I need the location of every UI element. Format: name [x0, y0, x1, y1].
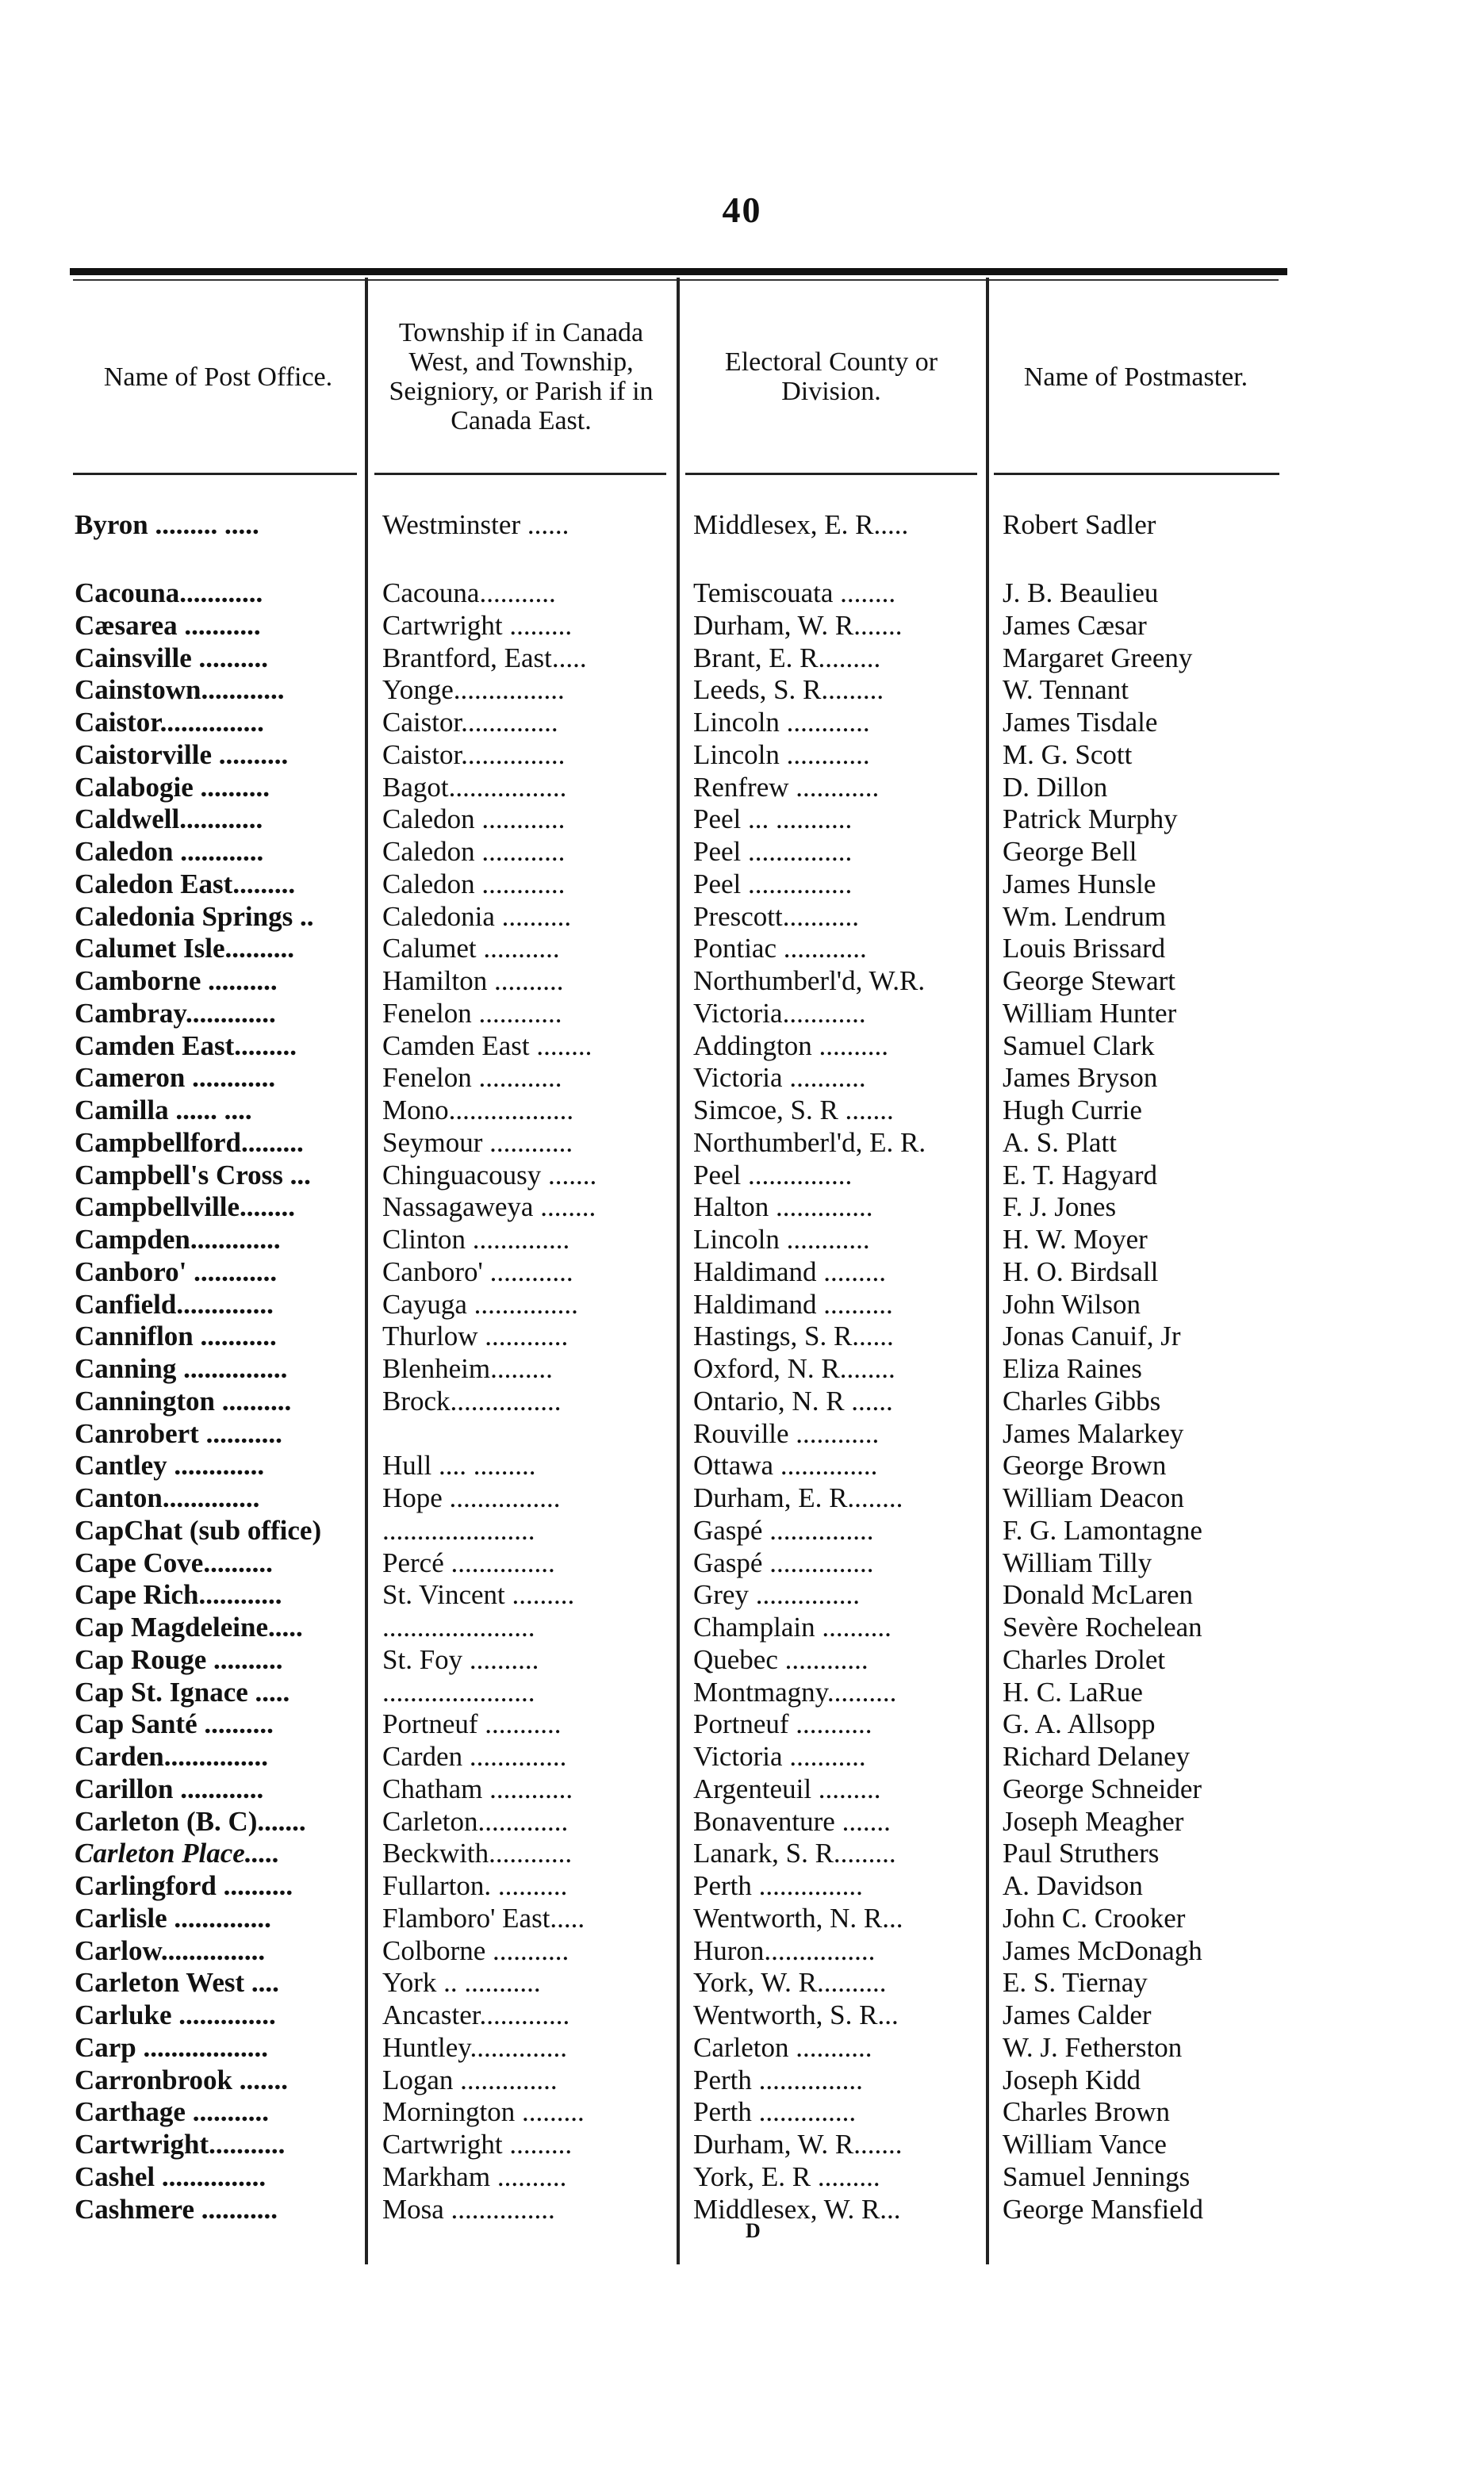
electoral-county: Northumberl'd, E. R.	[693, 1126, 926, 1158]
electoral-county: Durham, W. R.......	[693, 609, 903, 641]
electoral-county: Portneuf ...........	[693, 1708, 872, 1740]
table-row	[0, 1191, 1484, 1223]
electoral-county: Bonaventure .......	[693, 1805, 891, 1837]
electoral-county: Lincoln ............	[693, 707, 870, 738]
table-row	[0, 1708, 1484, 1740]
page-number: 40	[722, 190, 762, 230]
township-name: Bagot.................	[382, 771, 567, 803]
table-row	[0, 2065, 1484, 2096]
electoral-county: Perth ...............	[693, 2064, 863, 2095]
postmaster-name: James Malarkey	[1003, 1417, 1184, 1449]
post-office-name: Carlingford ..........	[75, 1870, 293, 1901]
post-office-name: Cantley .............	[75, 1450, 265, 1482]
township-name: Fullarton. ..........	[382, 1870, 568, 1901]
township-name: York .. ...........	[382, 1967, 541, 1999]
township-name: ......................	[382, 1612, 535, 1643]
header-rule	[994, 473, 1279, 475]
township-name: Fenelon ............	[382, 1062, 562, 1094]
electoral-county: Lincoln ............	[693, 738, 870, 770]
electoral-county: Wentworth, S. R...	[693, 1999, 899, 2030]
township-name: Cayuga ...............	[382, 1288, 578, 1320]
township-name: Mosa ...............	[382, 2193, 555, 2225]
electoral-county: Haldimand ..........	[693, 1288, 893, 1320]
postmaster-name: W. J. Fetherston	[1003, 2031, 1183, 2063]
township-name: Camden East ........	[382, 1029, 592, 1061]
postmaster-name: Louis Brissard	[1003, 933, 1166, 964]
post-office-name: Carthage ...........	[75, 2096, 269, 2128]
post-office-name: Carleton (B. C).......	[75, 1805, 306, 1837]
post-office-name: Cape Rich............	[75, 1579, 282, 1611]
table-row	[0, 1612, 1484, 1643]
electoral-county: Northumberl'd, W.R.	[693, 965, 926, 996]
post-office-name: CapChat (sub office)	[75, 1514, 322, 1546]
electoral-county: Peel ...............	[693, 868, 853, 899]
postmaster-name: A. S. Platt	[1003, 1126, 1117, 1158]
table-row	[0, 1224, 1484, 1256]
post-office-name: Camborne ..........	[75, 965, 278, 996]
postmaster-name: Samuel Clark	[1003, 1029, 1155, 1061]
electoral-county: York, W. R..........	[693, 1967, 887, 1999]
post-office-name: Cap Santé ..........	[75, 1708, 274, 1740]
township-name: Logan ..............	[382, 2064, 558, 2095]
table-row	[0, 1935, 1484, 1967]
table-row	[0, 2096, 1484, 2128]
township-name: Fenelon ............	[382, 997, 562, 1029]
post-office-name: Carden...............	[75, 1741, 269, 1772]
postmaster-name: Sevère Rochelean	[1003, 1612, 1202, 1643]
header-county	[680, 289, 983, 464]
table-row	[0, 803, 1484, 835]
post-office-name: Cap Rouge ..........	[75, 1643, 283, 1675]
electoral-county: Simcoe, S. R .......	[693, 1095, 894, 1125]
table-row	[0, 1127, 1484, 1159]
table-row	[0, 998, 1484, 1029]
post-office-name: Canboro' ............	[75, 1256, 278, 1287]
electoral-county: Gaspé ...............	[693, 1514, 874, 1546]
table-row	[0, 933, 1484, 964]
postmaster-name: George Schneider	[1003, 1773, 1202, 1804]
postmaster-name: Richard Delaney	[1003, 1741, 1191, 1772]
table-row	[0, 1999, 1484, 2031]
postmaster-name: James Hunsle	[1003, 868, 1156, 899]
post-office-name: Cartwright...........	[75, 2129, 286, 2160]
postmaster-name: D. Dillon	[1003, 771, 1108, 803]
post-office-name: Cape Cove..........	[75, 1547, 273, 1578]
postmaster-name: Charles Gibbs	[1003, 1385, 1161, 1417]
postmaster-name: Robert Sadler	[1003, 509, 1156, 540]
township-name: Colborne ...........	[382, 1934, 569, 1966]
postmaster-name: Wm. Lendrum	[1003, 900, 1167, 932]
table-row	[0, 2161, 1484, 2193]
table-row	[0, 1579, 1484, 1611]
table-row	[0, 610, 1484, 642]
table-row	[0, 1418, 1484, 1450]
postmaster-name: Joseph Meagher	[1003, 1805, 1184, 1837]
post-office-name: Caledon ............	[75, 836, 264, 867]
township-name: Caledon ............	[382, 836, 566, 867]
post-office-name: Canfield..............	[75, 1288, 274, 1320]
table-row	[0, 1870, 1484, 1902]
postmaster-name: A. Davidson	[1003, 1870, 1143, 1901]
post-office-name: Camilla ...... ....	[75, 1095, 252, 1125]
township-name: Thurlow ............	[382, 1321, 569, 1352]
township-name: ......................	[382, 1676, 535, 1708]
table-row	[0, 1160, 1484, 1191]
township-name: Percé ...............	[382, 1547, 555, 1578]
post-office-name: Canrobert ...........	[75, 1417, 282, 1449]
table-row	[0, 965, 1484, 997]
electoral-county: Victoria ...........	[693, 1062, 866, 1094]
township-name: Canboro' ............	[382, 1256, 573, 1287]
postmaster-name: G. A. Allsopp	[1003, 1708, 1156, 1740]
electoral-county: Temiscouata ........	[693, 577, 896, 608]
postmaster-name: James McDonagh	[1003, 1934, 1202, 1966]
postmaster-name: John C. Crooker	[1003, 1902, 1186, 1934]
table-row	[0, 1095, 1484, 1126]
post-office-name: Carronbrook .......	[75, 2064, 289, 2095]
electoral-county: Wentworth, N. R...	[693, 1902, 903, 1934]
signature-mark: D	[746, 2219, 761, 2242]
post-office-name: Cannington ..........	[75, 1385, 292, 1417]
post-office-name: Carlisle ..............	[75, 1902, 271, 1934]
electoral-county: York, E. R .........	[693, 2160, 880, 2192]
postmaster-name: William Hunter	[1003, 997, 1177, 1029]
electoral-county: Huron................	[693, 1934, 876, 1966]
post-office-name: Cap Magdeleine.....	[75, 1612, 303, 1643]
post-office-name: Byron ......... .....	[75, 509, 259, 540]
electoral-county: Durham, E. R........	[693, 1482, 903, 1513]
postmaster-name: H. O. Birdsall	[1003, 1256, 1159, 1287]
table-row	[0, 1515, 1484, 1547]
post-office-name: Cainstown............	[75, 674, 285, 706]
postmaster-name: Samuel Jennings	[1003, 2160, 1191, 2192]
post-office-name: Caldwell............	[75, 803, 263, 835]
table-row	[0, 1256, 1484, 1288]
header-rule	[685, 473, 977, 475]
township-name: St. Foy ..........	[382, 1643, 539, 1675]
electoral-county: Quebec ............	[693, 1643, 869, 1675]
postmaster-name: M. G. Scott	[1003, 738, 1133, 770]
post-office-name: Caistorville ..........	[75, 738, 289, 770]
header-postmaster-text: Name of Postmaster.	[1023, 362, 1248, 392]
post-office-name: Cashel ...............	[75, 2160, 267, 2192]
postmaster-name: Paul Struthers	[1003, 1838, 1160, 1869]
township-name: Beckwith............	[382, 1838, 573, 1869]
header-postmaster	[989, 289, 1283, 464]
township-name: Ancaster.............	[382, 1999, 570, 2030]
township-name: Flamboro' East.....	[382, 1902, 585, 1934]
header-rule	[374, 473, 666, 475]
header-township	[368, 289, 674, 464]
electoral-county: Middlesex, E. R.....	[693, 509, 909, 540]
postmaster-name: John Wilson	[1003, 1288, 1141, 1320]
electoral-county: Lincoln ............	[693, 1224, 870, 1255]
table-row	[0, 1806, 1484, 1838]
post-office-name: Campbellville........	[75, 1191, 296, 1223]
post-office-name: Cambray.............	[75, 997, 276, 1029]
postmaster-name: Hugh Currie	[1003, 1095, 1142, 1125]
post-office-name: Carleton Place.....	[75, 1838, 280, 1869]
table-row	[0, 577, 1484, 609]
table-row	[0, 1353, 1484, 1385]
township-name: Yonge................	[382, 674, 565, 706]
post-office-name: Canniflon ...........	[75, 1321, 277, 1352]
postmaster-name: H. W. Moyer	[1003, 1224, 1148, 1255]
table-row	[0, 1321, 1484, 1352]
top-rule	[70, 268, 1287, 275]
header-rule	[73, 473, 357, 475]
post-office-name: Cæsarea ...........	[75, 609, 261, 641]
table-row	[0, 1289, 1484, 1321]
postmaster-name: H. C. LaRue	[1003, 1676, 1143, 1708]
postmaster-name: J. B. Beaulieu	[1003, 577, 1159, 608]
table-row	[0, 1773, 1484, 1805]
table-row	[0, 836, 1484, 868]
electoral-county: Haldimand .........	[693, 1256, 887, 1287]
township-name: Cartwright .........	[382, 2129, 573, 2160]
post-office-name: Campden.............	[75, 1224, 281, 1255]
post-office-name: Cameron ............	[75, 1062, 276, 1094]
postmaster-name: Eliza Raines	[1003, 1353, 1142, 1384]
table-row	[0, 739, 1484, 771]
postmaster-name: E. T. Hagyard	[1003, 1159, 1158, 1190]
postmaster-name: James Tisdale	[1003, 707, 1158, 738]
header-post-office-text: Name of Post Office.	[103, 362, 333, 392]
post-office-name: Camden East.........	[75, 1029, 297, 1061]
electoral-county: Gaspé ...............	[693, 1547, 874, 1578]
electoral-county: Pontiac ............	[693, 933, 867, 964]
post-office-name: Caistor...............	[75, 707, 264, 738]
table-row	[0, 868, 1484, 900]
post-office-name: Campbell's Cross ...	[75, 1159, 311, 1190]
electoral-county: Renfrew ............	[693, 771, 880, 803]
electoral-county: Durham, W. R.......	[693, 2129, 903, 2160]
electoral-county: Prescott...........	[693, 900, 860, 932]
postmaster-name: Joseph Kidd	[1003, 2064, 1141, 2095]
township-name: Cartwright .........	[382, 609, 573, 641]
table-row	[0, 2194, 1484, 2226]
township-name: Huntley..............	[382, 2031, 567, 2063]
post-office-name: Carleton West ....	[75, 1967, 279, 1999]
electoral-county: Grey ...............	[693, 1579, 860, 1611]
table-row	[0, 1030, 1484, 1062]
electoral-county: Leeds, S. R.........	[693, 674, 884, 706]
township-name: Caledon ............	[382, 868, 566, 899]
township-name: Blenheim.........	[382, 1353, 553, 1384]
postmaster-name: James Cæsar	[1003, 609, 1147, 641]
table-row	[0, 1644, 1484, 1676]
township-name: Chatham ............	[382, 1773, 573, 1804]
township-name: Cacouna...........	[382, 577, 556, 608]
township-name: Hope ................	[382, 1482, 561, 1513]
postmaster-name: George Mansfield	[1003, 2193, 1204, 2225]
electoral-county: Perth ..............	[693, 2096, 857, 2128]
township-name: Hamilton ..........	[382, 965, 564, 996]
postmaster-name: Charles Drolet	[1003, 1643, 1166, 1675]
postmaster-name: William Vance	[1003, 2129, 1167, 2160]
electoral-county: Oxford, N. R........	[693, 1353, 895, 1384]
township-name: Hull .... .........	[382, 1450, 536, 1482]
postmaster-name: Margaret Greeny	[1003, 642, 1193, 673]
post-office-name: Cacouna............	[75, 577, 263, 608]
table-row	[0, 1903, 1484, 1934]
post-office-name: Canton..............	[75, 1482, 260, 1513]
electoral-county: Montmagny..........	[693, 1676, 897, 1708]
electoral-county: Argenteuil .........	[693, 1773, 881, 1804]
post-office-name: Campbellford.........	[75, 1126, 304, 1158]
electoral-county: Halton ..............	[693, 1191, 873, 1223]
post-office-name: Cap St. Ignace .....	[75, 1676, 290, 1708]
table-row	[0, 1838, 1484, 1869]
township-name: Brock................	[382, 1385, 562, 1417]
township-name: Carleton.............	[382, 1805, 569, 1837]
postmaster-name: George Brown	[1003, 1450, 1167, 1482]
post-office-name: Caledonia Springs ..	[75, 900, 314, 932]
postmaster-name: George Bell	[1003, 836, 1137, 867]
electoral-county: Rouville ............	[693, 1417, 880, 1449]
post-office-name: Cainsville ..........	[75, 642, 269, 673]
township-name: Calumet ...........	[382, 933, 560, 964]
township-name: Markham ..........	[382, 2160, 567, 2192]
township-name: Nassagaweya ........	[382, 1191, 596, 1223]
electoral-county: Brant, E. R.........	[693, 642, 881, 673]
township-name: Seymour ............	[382, 1126, 573, 1158]
post-office-name: Carillon ............	[75, 1773, 264, 1804]
table-row	[0, 901, 1484, 933]
electoral-county: Middlesex, W. R...	[693, 2193, 901, 2225]
table-row	[0, 1547, 1484, 1579]
township-name: Mono..................	[382, 1095, 574, 1125]
township-name: Caistor..............	[382, 707, 558, 738]
electoral-county: Perth ...............	[693, 1870, 863, 1901]
table-row	[0, 642, 1484, 674]
table-row	[0, 1482, 1484, 1514]
post-office-name: Canning ...............	[75, 1353, 288, 1384]
postmaster-name: James Bryson	[1003, 1062, 1158, 1094]
postmaster-name: E. S. Tiernay	[1003, 1967, 1148, 1999]
electoral-county: Ontario, N. R ......	[693, 1385, 893, 1417]
electoral-county: Peel ... ...........	[693, 803, 853, 835]
post-office-name: Calabogie ..........	[75, 771, 270, 803]
table-row	[0, 772, 1484, 803]
table-row	[0, 1967, 1484, 1999]
post-office-name: Calumet Isle..........	[75, 933, 295, 964]
table-row	[0, 674, 1484, 706]
table-row	[0, 2032, 1484, 2064]
electoral-county: Victoria ...........	[693, 1741, 866, 1772]
postmaster-name: James Calder	[1003, 1999, 1152, 2030]
electoral-county: Peel ...............	[693, 1159, 853, 1190]
postmaster-name: Jonas Canuif, Jr	[1003, 1321, 1181, 1352]
post-office-name: Cashmere ...........	[75, 2193, 278, 2225]
electoral-county: Champlain ..........	[693, 1612, 892, 1643]
post-office-name: Carluke ..............	[75, 1999, 276, 2030]
postmaster-name: George Stewart	[1003, 965, 1176, 996]
township-name: Brantford, East.....	[382, 642, 587, 673]
postmaster-name: F. J. Jones	[1003, 1191, 1117, 1223]
table-row	[0, 1677, 1484, 1708]
township-name: Westminster ......	[382, 509, 569, 540]
electoral-county: Victoria............	[693, 997, 866, 1029]
township-name: Caistor...............	[382, 738, 566, 770]
header-post-office	[75, 289, 361, 464]
table-row	[0, 1062, 1484, 1094]
table-row	[0, 1386, 1484, 1417]
table-row	[0, 2129, 1484, 2160]
township-name: Mornington .........	[382, 2096, 585, 2128]
post-office-name: Carlow...............	[75, 1934, 266, 1966]
top-rule-thin	[73, 279, 1279, 281]
postmaster-name: William Tilly	[1003, 1547, 1152, 1578]
table-row	[0, 1741, 1484, 1773]
postmaster-name: Charles Brown	[1003, 2096, 1170, 2128]
header-county-text: Electoral County or Division.	[724, 347, 938, 406]
table-row	[0, 509, 1484, 541]
township-name: Chinguacousy .......	[382, 1159, 597, 1190]
post-office-name: Carp ..................	[75, 2031, 269, 2063]
electoral-county: Hastings, S. R......	[693, 1321, 894, 1352]
township-name: ......................	[382, 1514, 535, 1546]
township-name: Portneuf ...........	[382, 1708, 562, 1740]
electoral-county: Peel ...............	[693, 836, 853, 867]
township-name: St. Vincent .........	[382, 1579, 575, 1611]
electoral-county: Carleton ...........	[693, 2031, 872, 2063]
header-township-text: Township if in Canada West, and Township, Seigniory, or Parish if in Canada East.	[389, 318, 654, 435]
electoral-county: Addington ..........	[693, 1029, 888, 1061]
township-name: Caledon ............	[382, 803, 566, 835]
electoral-county: Ottawa ..............	[693, 1450, 878, 1482]
postmaster-name: William Deacon	[1003, 1482, 1184, 1513]
post-office-name: Caledon East.........	[75, 868, 296, 899]
township-name: Caledonia ..........	[382, 900, 572, 932]
postmaster-name: F. G. Lamontagne	[1003, 1514, 1202, 1546]
township-name: Clinton ..............	[382, 1224, 570, 1255]
postmaster-name: Donald McLaren	[1003, 1579, 1194, 1611]
table-row	[0, 1450, 1484, 1482]
postmaster-name: W. Tennant	[1003, 674, 1129, 706]
electoral-county: Lanark, S. R.........	[693, 1838, 896, 1869]
postmaster-name: Patrick Murphy	[1003, 803, 1178, 835]
table-row	[0, 707, 1484, 738]
township-name: Carden ..............	[382, 1741, 567, 1772]
